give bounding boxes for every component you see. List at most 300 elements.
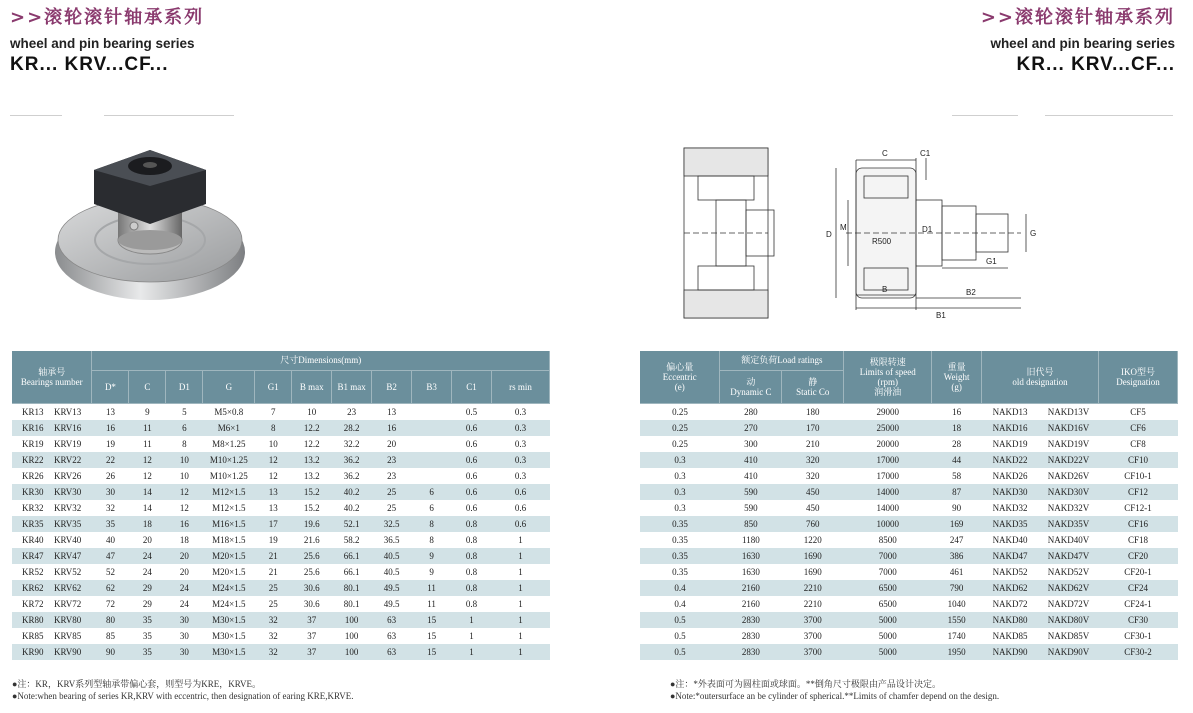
- table-cell: [412, 468, 452, 484]
- table-cell: 72: [105, 598, 115, 609]
- table-cell: 169: [932, 516, 982, 532]
- table-cell: 180: [806, 406, 820, 417]
- table-cell: 25000: [844, 420, 932, 436]
- table-cell: NAKD16V: [1039, 420, 1099, 436]
- label-c1: C1: [920, 149, 931, 158]
- table-cell: 0.35: [640, 548, 720, 564]
- table-cell: [412, 403, 452, 420]
- table-cell: M20×1.5: [203, 548, 255, 564]
- table-cell: 35: [92, 516, 129, 532]
- table-cell: 10: [307, 406, 317, 417]
- table-cell: 23: [372, 452, 412, 468]
- table-cell: 13.2: [303, 470, 320, 481]
- table-cell: 49.5: [372, 580, 412, 596]
- table-cell: 2160: [720, 580, 782, 596]
- table-cell: 40.2: [332, 484, 372, 500]
- divider: [104, 115, 234, 116]
- table-cell: 1: [469, 630, 474, 641]
- table-cell: 36.5: [383, 534, 400, 545]
- table-cell: 30.6: [303, 598, 320, 609]
- table-cell: NAKD72: [992, 598, 1028, 609]
- table-row: [640, 612, 1178, 628]
- table-cell: NAKD80V: [1039, 612, 1099, 628]
- table-cell: 30: [92, 484, 129, 500]
- table-cell: M12×1.5: [203, 484, 255, 500]
- table-row: [640, 548, 1178, 564]
- table-cell: NAKD30V: [1039, 484, 1099, 500]
- table-cell: 26: [105, 470, 115, 481]
- table-cell: 23: [387, 470, 397, 481]
- table-cell: NAKD22V: [1039, 452, 1099, 468]
- table-cell: NAKD90: [982, 644, 1039, 660]
- table-cell: 36.2: [332, 452, 372, 468]
- table-row: [640, 484, 1178, 500]
- bearing-number: KR40 KRV40: [22, 534, 82, 545]
- table-cell: 0.25: [640, 420, 720, 436]
- table-cell: 410: [744, 470, 758, 481]
- table-cell: CF30-2: [1099, 644, 1178, 660]
- table-cell: 12: [142, 470, 152, 481]
- table-cell: 25: [255, 580, 292, 596]
- table-cell: 29000: [876, 406, 899, 417]
- table-cell: 24: [166, 580, 203, 596]
- table-row: [640, 468, 1178, 484]
- table-cell: NAKD47: [982, 548, 1039, 564]
- table-cell: 410: [720, 452, 782, 468]
- note-right-zh: ●注：*外表面可为圆柱面或球面。**倒角尺寸极限由产品设计决定。: [670, 679, 941, 689]
- table-cell: 15: [412, 612, 452, 628]
- table-cell: 1740: [947, 630, 966, 641]
- header-speed: 极限转速 Limits of speed (rpm) 润滑油: [844, 351, 932, 403]
- table-cell: 66.1: [343, 566, 360, 577]
- table-cell: 8500: [878, 534, 897, 545]
- table-cell: 24: [179, 598, 189, 609]
- table-cell: 760: [782, 516, 844, 532]
- table-cell: 2210: [782, 580, 844, 596]
- table-cell: 21.6: [303, 534, 320, 545]
- table-cell: 6: [412, 484, 452, 500]
- table-cell: 52.1: [332, 516, 372, 532]
- label-c: C: [882, 149, 888, 158]
- table-cell: 1630: [741, 566, 760, 577]
- table-cell: NAKD47V: [1039, 548, 1099, 564]
- table-cell: 35: [142, 630, 152, 641]
- table-cell: 16: [952, 406, 962, 417]
- table-cell: M30×1.5: [203, 612, 255, 628]
- table-cell: 32: [105, 502, 115, 513]
- table-cell: 35: [129, 644, 166, 660]
- table-row: [640, 436, 1178, 452]
- table-cell: 0.5: [465, 406, 478, 417]
- label-r500: R500: [872, 237, 892, 246]
- table-cell: NAKD52V: [1047, 566, 1090, 577]
- table-cell: NAKD32: [992, 502, 1028, 513]
- bearing-number: KR26 KRV26: [22, 470, 82, 481]
- table-cell: 1: [491, 580, 549, 596]
- header-load: 额定负荷Load ratings: [720, 351, 844, 370]
- table-cell: CF30: [1099, 612, 1178, 628]
- table-cell: 12: [268, 470, 278, 481]
- table-cell: CF10: [1099, 452, 1178, 468]
- label-g: G: [1030, 229, 1037, 238]
- table-cell: 0.3: [640, 484, 720, 500]
- table-cell: 90: [952, 502, 962, 513]
- table-cell: 590: [744, 502, 758, 513]
- table-cell: 40.2: [343, 502, 360, 513]
- table-cell: 100: [332, 644, 372, 660]
- table-cell: NAKD13V: [1047, 406, 1090, 417]
- table-row: [640, 580, 1178, 596]
- header-eccentric: 偏心量 Eccentric (e): [640, 351, 720, 403]
- table-cell: 0.8: [452, 580, 492, 596]
- table-cell: 10: [179, 470, 189, 481]
- table-cell: 29: [142, 598, 152, 609]
- divider: [1045, 115, 1173, 116]
- table-cell: 20: [142, 534, 152, 545]
- table-cell: CF20-1: [1124, 566, 1152, 577]
- table-cell: 18: [179, 534, 189, 545]
- table-cell: 300: [744, 438, 758, 449]
- label-g1: G1: [986, 257, 997, 266]
- table-cell: 2210: [803, 598, 822, 609]
- header-weight: 重量 Weight (g): [932, 351, 982, 403]
- table-cell: 37: [307, 630, 317, 641]
- col-header: B2: [372, 370, 412, 403]
- table-cell: 18: [932, 420, 982, 436]
- table-row: [12, 548, 550, 564]
- table-cell: 280: [744, 406, 758, 417]
- table-cell: 40: [105, 534, 115, 545]
- table-cell: 210: [806, 438, 820, 449]
- table-cell: 20: [166, 548, 203, 564]
- bearing-number: KR47 KRV47: [12, 548, 92, 564]
- table-cell: M24×1.5: [212, 598, 246, 609]
- table-cell: 6: [166, 420, 203, 436]
- table-row: [12, 420, 550, 436]
- table-cell: 85: [105, 630, 115, 641]
- table-cell: 10: [268, 438, 278, 449]
- table-cell: 19.6: [292, 516, 332, 532]
- bearing-number: KR19 KRV19: [22, 438, 82, 449]
- label-d1: D1: [922, 225, 933, 234]
- table-cell: NAKD22: [982, 452, 1039, 468]
- note-right-en: ●Note:*outersurface an be cylinder of spherical.**Limits of chamfer depend on the design.: [670, 691, 1000, 701]
- table-cell: 9: [429, 566, 434, 577]
- table-row: [640, 596, 1178, 612]
- table-cell: CF8: [1130, 438, 1146, 449]
- table-cell: 7000: [878, 566, 897, 577]
- table-cell: 17: [255, 516, 292, 532]
- bearing-number: KR80 KRV80: [12, 612, 92, 628]
- table-cell: CF30-1: [1124, 630, 1152, 641]
- table-cell: 30: [179, 630, 189, 641]
- bearing-number: KR16 KRV16: [12, 420, 92, 436]
- table-cell: CF6: [1099, 420, 1178, 436]
- col-header: G: [203, 370, 255, 403]
- col-header: D1: [166, 370, 203, 403]
- table-cell: 8: [255, 420, 292, 436]
- table-cell: 0.3: [514, 470, 527, 481]
- table-cell: 1690: [803, 566, 822, 577]
- table-cell: NAKD62V: [1039, 580, 1099, 596]
- table-cell: 14000: [876, 502, 899, 513]
- table-cell: NAKD16: [982, 420, 1039, 436]
- table-cell: 0.3: [514, 438, 527, 449]
- header-iko: IKO型号 Designation: [1099, 351, 1178, 403]
- table-cell: 9: [412, 548, 452, 564]
- table-cell: 1550: [932, 612, 982, 628]
- table-cell: 28.2: [332, 420, 372, 436]
- table-cell: 0.6: [465, 470, 478, 481]
- table-row: [640, 628, 1178, 644]
- table-cell: [412, 452, 452, 468]
- table-cell: 1: [452, 644, 492, 660]
- table-cell: CF16: [1099, 516, 1178, 532]
- table-cell: 461: [949, 566, 964, 577]
- table-cell: 100: [332, 612, 372, 628]
- table-cell: 0.6: [452, 484, 492, 500]
- table-cell: 52: [105, 566, 115, 577]
- table-cell: 10000: [844, 516, 932, 532]
- table-cell: 7: [271, 406, 276, 417]
- header-static: 静 Static Co: [782, 370, 844, 403]
- table-cell: 25: [387, 502, 397, 513]
- label-b2: B2: [966, 288, 976, 297]
- table-cell: NAKD26: [992, 470, 1028, 481]
- table-cell: 20: [179, 566, 189, 577]
- table-cell: NAKD85: [992, 630, 1028, 641]
- series-code: KR... KRV...CF...: [10, 54, 169, 75]
- table-cell: 19: [105, 438, 115, 449]
- table-cell: 6500: [878, 598, 897, 609]
- table-cell: 8: [412, 516, 452, 532]
- table-row: [640, 500, 1178, 516]
- table-cell: 0.3: [674, 502, 686, 513]
- table-cell: M16×1.5: [203, 516, 255, 532]
- table-row: [640, 420, 1178, 436]
- table-cell: 18: [129, 516, 166, 532]
- table-cell: 3700: [782, 644, 844, 660]
- table-cell: 1630: [720, 548, 782, 564]
- table-cell: NAKD90V: [1039, 644, 1099, 660]
- table-cell: 80.1: [343, 598, 360, 609]
- table-cell: 2830: [720, 644, 782, 660]
- table-cell: 100: [344, 630, 359, 641]
- table-row: [12, 628, 550, 644]
- table-cell: 47: [92, 548, 129, 564]
- table-cell: 24: [129, 548, 166, 564]
- table-row: [640, 644, 1178, 660]
- table-cell: 12.2: [292, 420, 332, 436]
- table-cell: NAKD62: [982, 580, 1039, 596]
- table-cell: 11: [412, 580, 452, 596]
- table-cell: 0.8: [465, 566, 478, 577]
- table-cell: 90: [92, 644, 129, 660]
- table-cell: 13: [105, 406, 115, 417]
- table-cell: 66.1: [332, 548, 372, 564]
- table-cell: M20×1.5: [212, 566, 246, 577]
- table-cell: M30×1.5: [212, 630, 246, 641]
- table-cell: NAKD52: [992, 566, 1028, 577]
- table-cell: 5: [182, 406, 187, 417]
- table-cell: 29: [129, 580, 166, 596]
- table-cell: 0.35: [672, 534, 688, 545]
- table-cell: 0.6: [491, 516, 549, 532]
- table-cell: 16: [92, 420, 129, 436]
- table-row: [640, 452, 1178, 468]
- table-cell: 1: [452, 612, 492, 628]
- table-cell: 10: [166, 452, 203, 468]
- table-cell: 24: [142, 566, 152, 577]
- table-cell: 40.5: [372, 548, 412, 564]
- col-header: C: [129, 370, 166, 403]
- table-cell: 5000: [844, 612, 932, 628]
- table-cell: 0.3: [674, 470, 686, 481]
- table-cell: 32.5: [372, 516, 412, 532]
- table-cell: 62: [92, 580, 129, 596]
- header-bearings: 轴承号 Bearings number: [12, 351, 92, 403]
- table-cell: 0.6: [465, 438, 478, 449]
- table-cell: M24×1.5: [203, 580, 255, 596]
- table-cell: 15.2: [303, 502, 320, 513]
- table-cell: 21: [268, 566, 278, 577]
- table-cell: 63: [387, 630, 397, 641]
- table-cell: 87: [932, 484, 982, 500]
- table-cell: 20: [387, 438, 397, 449]
- table-cell: 8: [429, 534, 434, 545]
- table-row: [640, 403, 1178, 420]
- label-b: B: [882, 285, 888, 294]
- table-cell: 58.2: [343, 534, 360, 545]
- table-cell: 0.5: [674, 630, 686, 641]
- table-cell: 58: [952, 470, 962, 481]
- col-header: G1: [255, 370, 292, 403]
- label-b1: B1: [936, 311, 946, 320]
- table-row: [640, 532, 1178, 548]
- table-cell: 1: [491, 548, 549, 564]
- table-row: [12, 516, 550, 532]
- table-cell: 320: [806, 470, 820, 481]
- left-specs-table: [12, 351, 550, 660]
- table-cell: M5×0.8: [214, 406, 244, 417]
- table-cell: NAKD40: [992, 534, 1028, 545]
- table-cell: 12: [166, 484, 203, 500]
- table-cell: 30.6: [292, 580, 332, 596]
- table-cell: 2830: [741, 630, 760, 641]
- table-cell: 1180: [742, 534, 760, 545]
- table-cell: 247: [949, 534, 964, 545]
- table-row: [640, 564, 1178, 580]
- table-cell: M18×1.5: [212, 534, 246, 545]
- table-cell: 15: [427, 630, 437, 641]
- table-cell: M12×1.5: [212, 502, 246, 513]
- table-cell: NAKD26V: [1047, 470, 1090, 481]
- table-cell: CF12: [1099, 484, 1178, 500]
- bearing-photo: [50, 142, 250, 302]
- table-cell: M10×1.25: [209, 470, 248, 481]
- table-cell: NAKD40V: [1047, 534, 1090, 545]
- table-cell: 170: [782, 420, 844, 436]
- bearing-number: KR35 KRV35: [12, 516, 92, 532]
- table-cell: 12: [179, 502, 189, 513]
- table-cell: 13: [268, 502, 278, 513]
- table-cell: 36.2: [343, 470, 360, 481]
- table-cell: 320: [782, 452, 844, 468]
- table-cell: 0.6: [491, 484, 549, 500]
- table-cell: 15.2: [292, 484, 332, 500]
- table-cell: 11: [129, 420, 166, 436]
- table-cell: 12: [255, 452, 292, 468]
- table-cell: CF12-1: [1124, 502, 1152, 513]
- table-cell: 11: [143, 438, 152, 449]
- table-cell: 386: [932, 548, 982, 564]
- table-cell: M30×1.5: [203, 644, 255, 660]
- table-cell: NAKD30: [982, 484, 1039, 500]
- note-right: [670, 678, 999, 702]
- note-left-en: ●Note:when bearing of series KR,KRV with eccentric, then designation of earing KRE,KRVE.: [12, 691, 354, 701]
- col-header: C1: [452, 370, 492, 403]
- table-cell: 13.2: [292, 452, 332, 468]
- table-cell: 25.6: [292, 548, 332, 564]
- table-cell: M6×1: [203, 420, 255, 436]
- title-zh-right: >>滚轮滚针轴承系列: [980, 7, 1175, 28]
- table-row: [640, 516, 1178, 532]
- table-cell: 63: [372, 612, 412, 628]
- table-cell: CF24-1: [1124, 598, 1152, 609]
- table-cell: [412, 420, 452, 436]
- table-cell: 0.6: [465, 502, 478, 513]
- table-row: [12, 564, 550, 580]
- table-cell: 44: [932, 452, 982, 468]
- table-cell: 0.5: [640, 612, 720, 628]
- table-cell: 1: [518, 534, 523, 545]
- header-old: 旧代号 old designation: [982, 351, 1099, 403]
- table-cell: NAKD19V: [1047, 438, 1090, 449]
- header-dynamic: 动 Dynamic C: [720, 370, 782, 403]
- table-cell: 6: [429, 502, 434, 513]
- bearing-number: KR85 KRV85: [22, 630, 82, 641]
- table-cell: 32: [255, 612, 292, 628]
- table-row: [12, 500, 550, 516]
- table-cell: 0.8: [452, 516, 492, 532]
- table-cell: 12.2: [303, 438, 320, 449]
- table-cell: M8×1.25: [212, 438, 246, 449]
- table-cell: 0.35: [672, 566, 688, 577]
- table-cell: 0.4: [674, 598, 686, 609]
- table-cell: 32: [268, 630, 278, 641]
- table-cell: CF10-1: [1124, 470, 1152, 481]
- table-cell: 16: [166, 516, 203, 532]
- table-cell: CF24: [1099, 580, 1178, 596]
- bearing-number: KR90 KRV90: [12, 644, 92, 660]
- table-cell: 20000: [876, 438, 899, 449]
- col-header: D*: [92, 370, 129, 403]
- table-cell: 0.35: [640, 516, 720, 532]
- table-row: [12, 484, 550, 500]
- table-cell: 49.5: [383, 598, 400, 609]
- table-cell: 25: [268, 598, 278, 609]
- table-cell: NAKD80: [982, 612, 1039, 628]
- table-cell: [412, 436, 452, 452]
- table-cell: NAKD85V: [1047, 630, 1090, 641]
- table-row: [12, 580, 550, 596]
- table-cell: NAKD32V: [1047, 502, 1090, 513]
- table-cell: NAKD19: [992, 438, 1028, 449]
- table-cell: 0.3: [491, 452, 549, 468]
- table-cell: 13: [387, 406, 397, 417]
- table-cell: 22: [92, 452, 129, 468]
- table-cell: 3700: [782, 612, 844, 628]
